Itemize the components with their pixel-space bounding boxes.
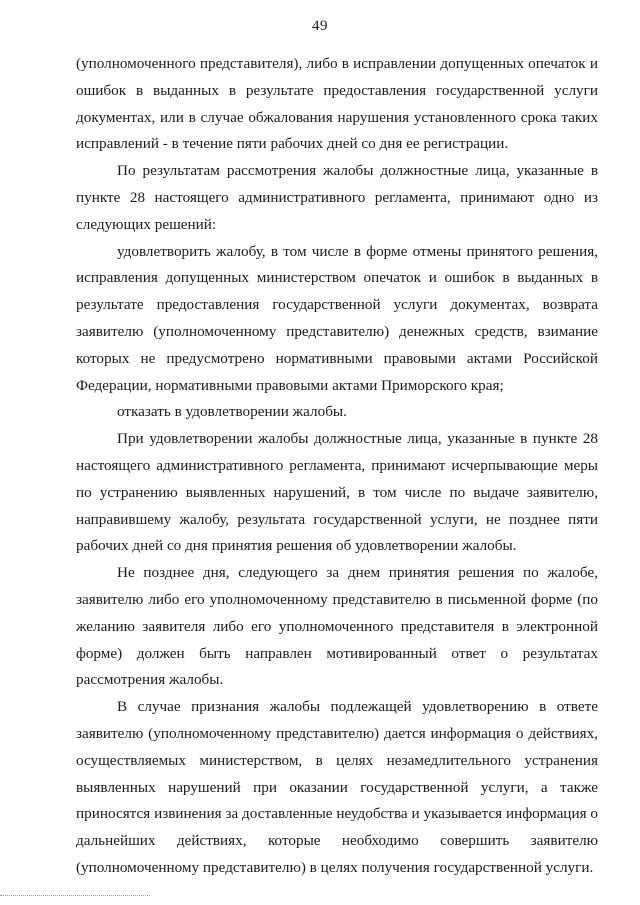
paragraph-continuation: (уполномоченного представителя), либо в исправлении допущенных опечаток и ошибок в выданных в результате предоставления государственной услуги документах, или в случае обжалования нарушения установленного срока таких исправлений - в течение пяти рабочих дней со дня ее регистрации. [76, 55, 598, 153]
paragraph-exhaustive-measures: При удовлетворении жалобы должностные лица, указанные в пункте 28 настоящего административного регламента, принимают исчерпывающие меры по устранению выявленных нарушений, в том числе по выдаче заявителю, направившему жалобу, результата государственной услуги, не позднее пяти рабочих дней со дня принятия решения об удовлетворении жалобы. [76, 430, 598, 555]
paragraph-satisfy-complaint: удовлетворить жалобу, в том числе в форме отмены принятого решения, исправления допущенных министерством опечаток и ошибок в выданных в результате предоставления государственной услуги документах, возврата заявителю (уполномоченному представителю) денежных средств, взимание которых не предусмотрено нормативными правовыми актами Российской Федерации, нормативными правовыми актами Приморского края; [76, 242, 598, 394]
paragraph-complaint-decisions: По результатам рассмотрения жалобы должностные лица, указанные в пункте 28 настоящего административного регламента, принимают одно из следующих решений: [76, 162, 598, 233]
page-number: 49 [312, 18, 328, 34]
paragraph-answer-information: В случае признания жалобы подлежащей удовлетворению в ответе заявителю (уполномоченному представителю) дается информация о действиях, осуществляемых министерством, в целях незамедлительного устранения выявленных нарушений при оказании государственной услуги, а также приносятся извинения за доставленные неудобства и указывается информация о дальнейших действиях, которые необходимо совершить заявителю (уполномоченному представителю) в целях получения государственной услуги. [76, 698, 598, 876]
paragraph-refuse-complaint: отказать в удовлетворении жалобы. [117, 403, 347, 421]
paragraph-reasoned-answer: Не позднее дня, следующего за днем принятия решения по жалобе, заявителю либо его уполномоченному представителю в письменной форме (по желанию заявителя либо его уполномоченного представителя в электронной форме) должен быть направлен мотивированный ответ о результатах рассмотрения жалобы. [76, 564, 598, 689]
scan-edge-divider [0, 895, 150, 896]
document-body [76, 51, 598, 882]
